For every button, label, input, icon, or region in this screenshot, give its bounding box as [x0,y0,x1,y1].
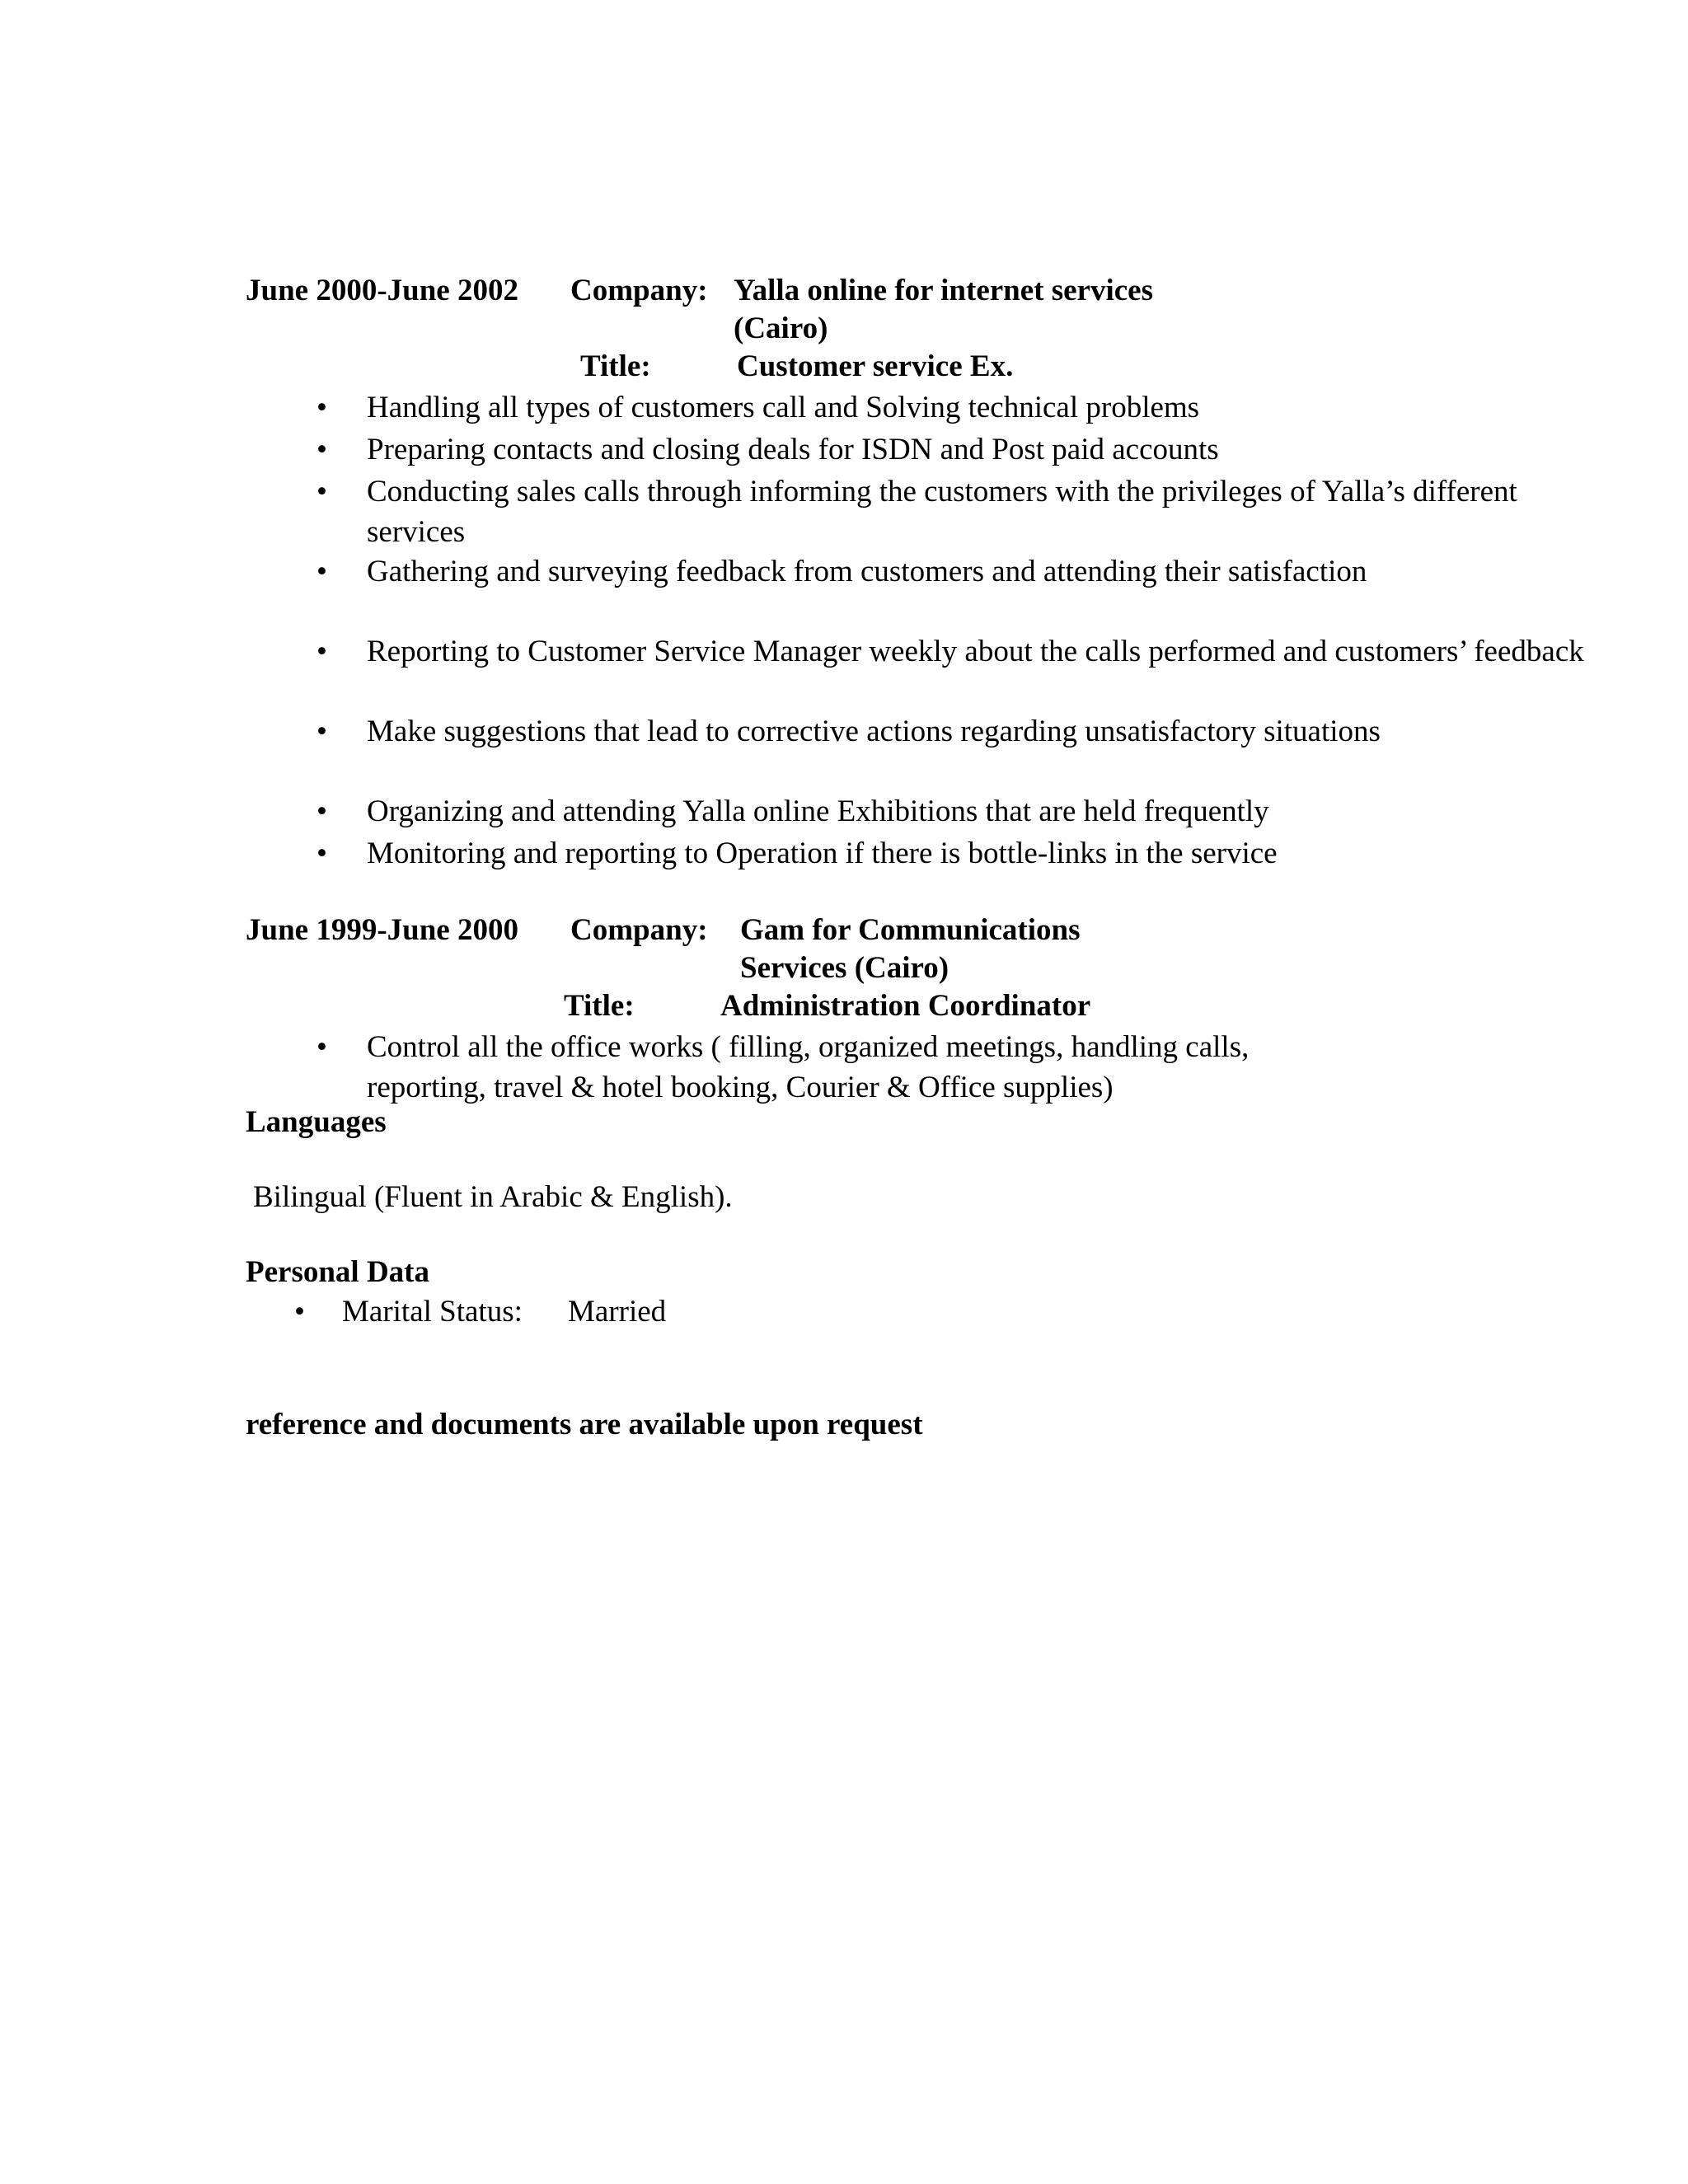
list-item: Control all the office works ( filling, organized meetings, handling calls, reporting, travel & hotel booking, Courier & Office supplies) [367,1030,1250,1104]
list-item: Gathering and surveying feedback from customers and attending their satisfaction [367,555,1367,588]
job1-company-location: (Cairo) [734,312,828,345]
job1-company-label: Company: [570,274,708,307]
job2-period: June 1999-June 2000 [246,913,518,947]
list-item: Organizing and attending Yalla online Exhibitions that are held frequently [367,794,1269,828]
job1-company-name: Yalla online for internet services [734,274,1154,307]
languages-heading: Languages [246,1105,387,1139]
bullet-icon: • [316,794,327,828]
marital-status-label: Marital Status: [342,1295,523,1329]
job2-company-location: Services (Cairo) [740,951,950,985]
job2-title-value: Administration Coordinator [720,989,1091,1023]
list-item: Monitoring and reporting to Operation if there is bottle-links in the service [367,837,1278,870]
personal-data-heading: Personal Data [246,1255,429,1289]
bullet-icon: • [316,837,327,870]
bullet-icon: • [316,635,327,668]
list-item: Handling all types of customers call and Solving technical problems [367,391,1200,424]
job1-title-label: Title: [580,349,651,383]
bullet-icon: • [316,1030,327,1064]
list-item: Conducting sales calls through informing the customers with the privileges of Yalla’s different services [367,475,1517,549]
list-item: Reporting to Customer Service Manager weekly about the calls performed and customers’ feedback [367,635,1584,668]
languages-text: Bilingual (Fluent in Arabic & English). [253,1180,733,1214]
bullet-icon: • [294,1295,305,1329]
bullet-icon: • [316,433,327,466]
job1-title-value: Customer service Ex. [737,349,1014,383]
list-item: Make suggestions that lead to corrective actions regarding unsatisfactory situations [367,715,1381,748]
bullet-icon: • [316,475,327,509]
job2-title-label: Title: [564,989,635,1023]
marital-status-value: Married [568,1295,667,1329]
bullet-icon: • [316,391,327,424]
references-note: reference and documents are available upon request [246,1408,923,1441]
job2-company-label: Company: [570,913,708,947]
job2-company-name: Gam for Communications [740,913,1081,947]
list-item: Preparing contacts and closing deals for ISDN and Post paid accounts [367,433,1219,466]
bullet-icon: • [316,715,327,748]
job1-period: June 2000-June 2002 [246,274,518,307]
bullet-icon: • [316,555,327,588]
